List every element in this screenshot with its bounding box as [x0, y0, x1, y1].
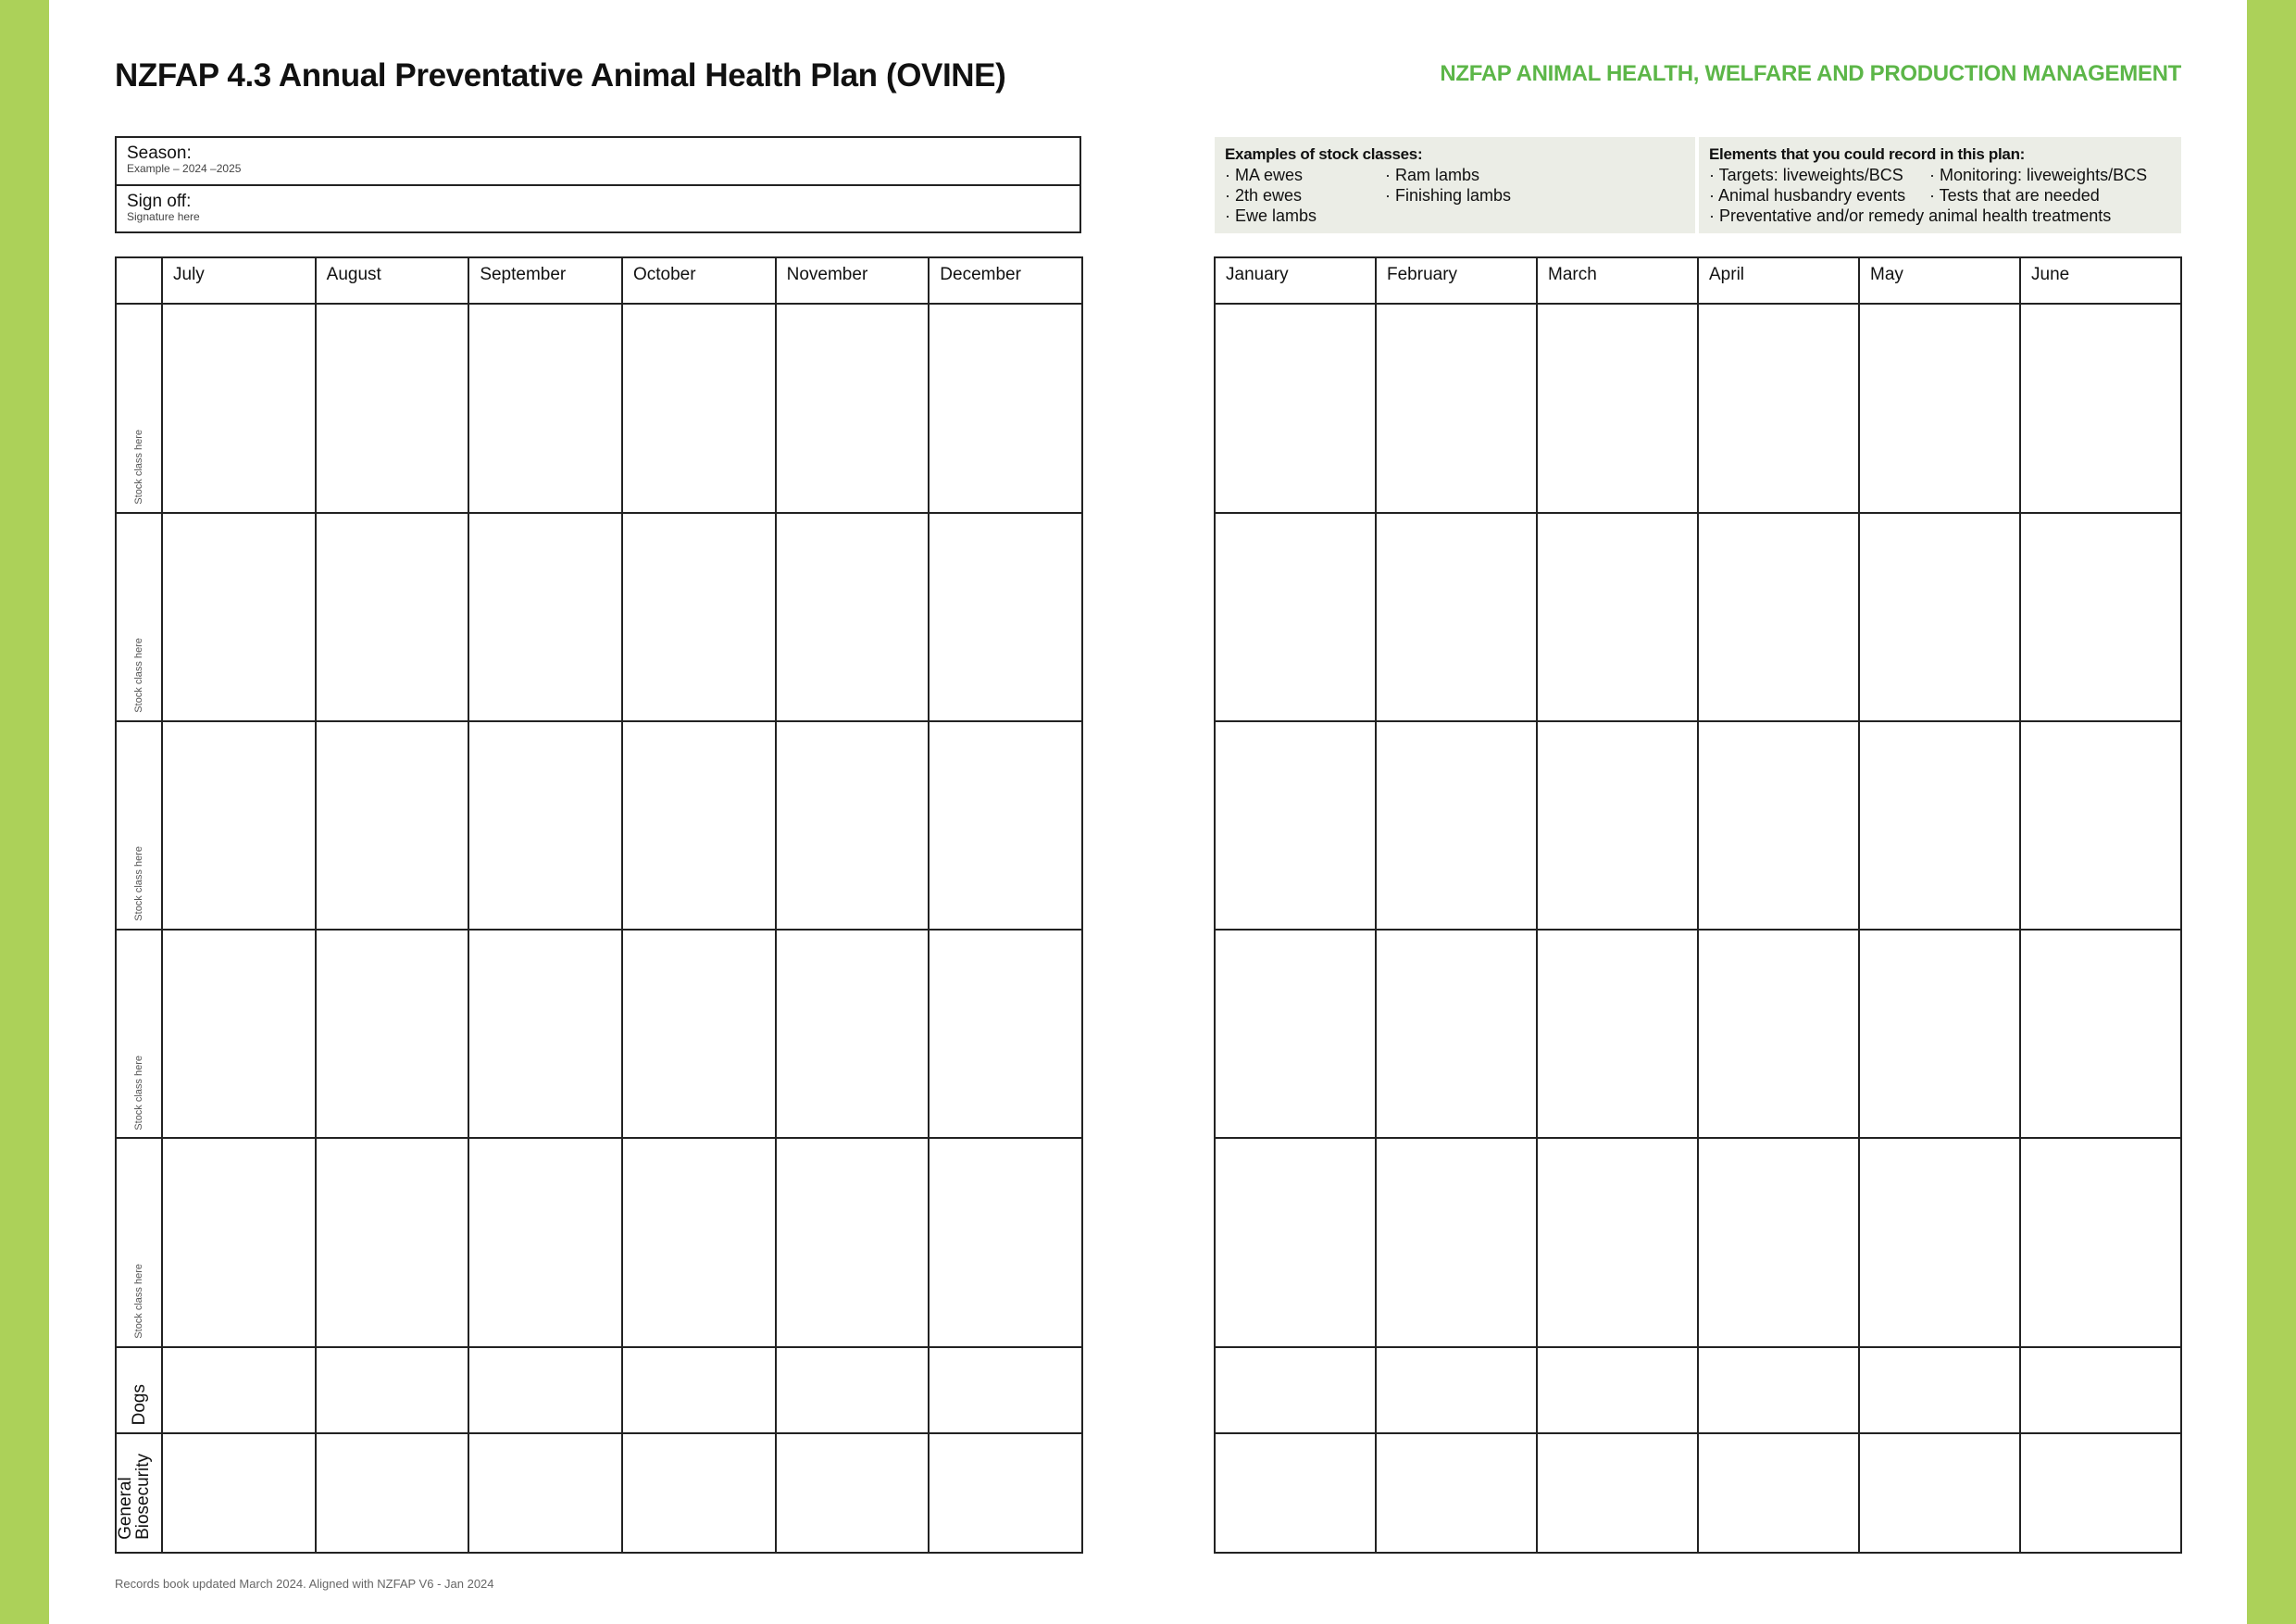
plan-cell[interactable]: [622, 304, 776, 512]
plan-cell[interactable]: [776, 304, 930, 512]
plan-cell[interactable]: [316, 304, 469, 512]
plan-cell[interactable]: [1376, 721, 1537, 930]
plan-cell[interactable]: [1215, 721, 1376, 930]
stock-class-row-label[interactable]: Stock class here: [116, 1138, 162, 1346]
table-row: [116, 1138, 1082, 1346]
table-row: [116, 304, 1082, 512]
month-header: November: [776, 257, 930, 304]
dogs-row-label: Dogs: [116, 1347, 162, 1434]
record-elements-heading: Elements that you could record in this plan:: [1709, 145, 2026, 163]
plan-cell[interactable]: [622, 930, 776, 1138]
plan-cell[interactable]: [2020, 721, 2181, 930]
stock-class-row-label[interactable]: Stock class here: [116, 930, 162, 1138]
season-field[interactable]: [117, 138, 1079, 186]
plan-cell[interactable]: [929, 1347, 1082, 1434]
plan-cell[interactable]: [1698, 513, 1859, 721]
stock-class-example: · Ram lambs: [1385, 166, 1480, 184]
plan-cell[interactable]: [1376, 513, 1537, 721]
record-element: · Targets: liveweights/BCS: [1709, 166, 1903, 184]
plan-cell[interactable]: [468, 930, 622, 1138]
month-header: June: [2020, 257, 2181, 304]
biosecurity-row-label: [116, 1433, 162, 1553]
plan-cell[interactable]: [1215, 1138, 1376, 1346]
plan-cell[interactable]: [776, 721, 930, 930]
plan-cell[interactable]: [1537, 1433, 1698, 1553]
table-row: [1215, 1347, 2181, 1434]
month-header: September: [468, 257, 622, 304]
plan-cell[interactable]: [1859, 1347, 2020, 1434]
plan-cell[interactable]: [2020, 930, 2181, 1138]
plan-cell[interactable]: [622, 1347, 776, 1434]
plan-cell[interactable]: [1215, 513, 1376, 721]
footer-note: Records book updated March 2024. Aligned with NZFAP V6 - Jan 2024: [115, 1577, 494, 1591]
table-row: [1215, 1138, 2181, 1346]
signoff-label: Sign off:: [127, 192, 192, 211]
plan-cell[interactable]: [162, 304, 316, 512]
plan-cell[interactable]: [2020, 1347, 2181, 1434]
stock-classes-note: [1215, 137, 1695, 233]
signoff-field[interactable]: [117, 186, 1079, 234]
plan-cell[interactable]: [622, 1433, 776, 1553]
plan-cell[interactable]: [162, 930, 316, 1138]
plan-cell[interactable]: [468, 513, 622, 721]
biosecurity-label-line: General: [116, 1477, 135, 1540]
season-label: Season:: [127, 144, 192, 163]
plan-cell[interactable]: [1537, 1347, 1698, 1434]
biosecurity-label-line: Biosecurity: [133, 1454, 153, 1540]
plan-cell[interactable]: [2020, 1433, 2181, 1553]
plan-cell[interactable]: [162, 513, 316, 721]
table-row: [116, 1347, 1082, 1434]
plan-cell[interactable]: [2020, 1138, 2181, 1346]
right-accent-bar: [2247, 0, 2296, 1624]
plan-cell[interactable]: [1859, 304, 2020, 512]
month-header: May: [1859, 257, 2020, 304]
plan-cell[interactable]: [776, 1347, 930, 1434]
plan-cell[interactable]: [468, 1433, 622, 1553]
plan-cell[interactable]: [1859, 1138, 2020, 1346]
plan-cell[interactable]: [1537, 930, 1698, 1138]
stock-class-example: · 2th ewes: [1225, 186, 1303, 205]
plan-cell[interactable]: [316, 930, 469, 1138]
plan-cell[interactable]: [622, 513, 776, 721]
table-row: [116, 513, 1082, 721]
record-element: · Tests that are needed: [1929, 186, 2100, 205]
plan-cell[interactable]: [1376, 930, 1537, 1138]
plan-cell[interactable]: [162, 721, 316, 930]
plan-cell[interactable]: [1376, 1347, 1537, 1434]
plan-cell[interactable]: [316, 513, 469, 721]
plan-cell[interactable]: [1698, 304, 1859, 512]
season-hint: Example – 2024 –2025: [127, 162, 242, 175]
plan-cell[interactable]: [468, 1347, 622, 1434]
plan-grid-jan-jun: [1214, 256, 2182, 1554]
table-row: [1215, 930, 2181, 1138]
stock-class-row-label[interactable]: Stock class here: [116, 513, 162, 721]
month-header: August: [316, 257, 469, 304]
table-row: [116, 721, 1082, 930]
plan-cell[interactable]: [316, 1138, 469, 1346]
page-title: NZFAP 4.3 Annual Preventative Animal Health Plan (OVINE): [115, 57, 1006, 94]
plan-cell[interactable]: [2020, 513, 2181, 721]
plan-cell[interactable]: [316, 1433, 469, 1553]
table-row: [1215, 721, 2181, 930]
plan-cell[interactable]: [468, 721, 622, 930]
month-header: March: [1537, 257, 1698, 304]
plan-cell[interactable]: [929, 513, 1082, 721]
plan-cell[interactable]: [622, 1138, 776, 1346]
section-brand-heading: NZFAP ANIMAL HEALTH, WELFARE AND PRODUCTION MANAGEMENT: [1440, 61, 2181, 86]
season-signoff-box: [115, 136, 1081, 233]
plan-cell[interactable]: [1376, 1138, 1537, 1346]
plan-cell[interactable]: [1215, 304, 1376, 512]
table-row: [116, 930, 1082, 1138]
plan-cell[interactable]: [1215, 930, 1376, 1138]
plan-cell[interactable]: [929, 930, 1082, 1138]
grid-corner: [116, 257, 162, 304]
plan-cell[interactable]: [1859, 930, 2020, 1138]
stock-class-example: · Finishing lambs: [1385, 186, 1512, 205]
plan-cell[interactable]: [776, 1433, 930, 1553]
plan-cell[interactable]: [1859, 1433, 2020, 1553]
plan-cell[interactable]: [1215, 1347, 1376, 1434]
plan-cell[interactable]: [1376, 304, 1537, 512]
plan-cell[interactable]: [162, 1347, 316, 1434]
plan-cell[interactable]: [1698, 1138, 1859, 1346]
plan-cell[interactable]: [1698, 721, 1859, 930]
plan-cell[interactable]: [622, 721, 776, 930]
month-header: February: [1376, 257, 1537, 304]
stock-class-row-label[interactable]: Stock class here: [116, 721, 162, 930]
month-header: July: [162, 257, 316, 304]
month-header: October: [622, 257, 776, 304]
plan-cell[interactable]: [468, 1138, 622, 1346]
plan-cell[interactable]: [1698, 1433, 1859, 1553]
stock-class-example: · Ewe lambs: [1225, 206, 1317, 225]
plan-cell[interactable]: [1215, 1433, 1376, 1553]
record-element: · Animal husbandry events: [1709, 186, 1906, 205]
plan-cell[interactable]: [162, 1138, 316, 1346]
plan-cell[interactable]: [1537, 721, 1698, 930]
plan-cell[interactable]: [929, 304, 1082, 512]
month-header: January: [1215, 257, 1376, 304]
table-row: [1215, 1433, 2181, 1553]
plan-cell[interactable]: [1698, 1347, 1859, 1434]
month-header: December: [929, 257, 1082, 304]
plan-grid-jul-dec: [115, 256, 1083, 1554]
signoff-hint: Signature here: [127, 210, 200, 223]
stock-class-example: · MA ewes: [1225, 166, 1304, 184]
plan-cell[interactable]: [1859, 721, 2020, 930]
plan-cell[interactable]: [1537, 513, 1698, 721]
plan-cell[interactable]: [929, 721, 1082, 930]
plan-cell[interactable]: [776, 930, 930, 1138]
plan-cell[interactable]: [316, 721, 469, 930]
stock-classes-heading: Examples of stock classes:: [1225, 145, 1423, 163]
plan-cell[interactable]: [776, 1138, 930, 1346]
record-element: · Preventative and/or remedy animal health treatments: [1709, 206, 2112, 225]
plan-cell[interactable]: [2020, 304, 2181, 512]
table-row: [1215, 513, 2181, 721]
month-header: April: [1698, 257, 1859, 304]
plan-cell[interactable]: [162, 1433, 316, 1553]
table-row: [116, 1433, 1082, 1553]
left-accent-bar: [0, 0, 49, 1624]
plan-cell[interactable]: [929, 1433, 1082, 1553]
plan-cell[interactable]: [1537, 1138, 1698, 1346]
record-elements-note: [1699, 137, 2181, 233]
plan-cell[interactable]: [929, 1138, 1082, 1346]
plan-cell[interactable]: [468, 304, 622, 512]
plan-cell[interactable]: [1698, 930, 1859, 1138]
plan-cell[interactable]: [1537, 304, 1698, 512]
table-row: [1215, 304, 2181, 512]
record-element: · Monitoring: liveweights/BCS: [1929, 166, 2148, 184]
plan-cell[interactable]: [776, 513, 930, 721]
plan-cell[interactable]: [316, 1347, 469, 1434]
stock-class-row-label[interactable]: Stock class here: [116, 304, 162, 512]
plan-cell[interactable]: [1859, 513, 2020, 721]
plan-cell[interactable]: [1376, 1433, 1537, 1553]
